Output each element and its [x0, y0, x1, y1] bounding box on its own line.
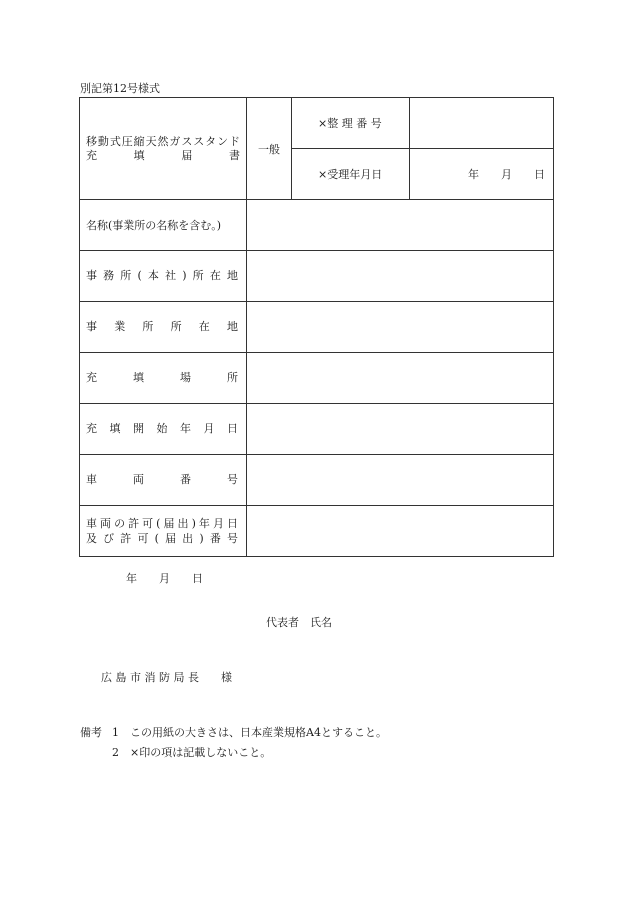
field-value-name[interactable] [247, 200, 554, 251]
notification-form-table [79, 97, 554, 557]
field-value-head-office[interactable] [247, 251, 554, 302]
field-value-site-address[interactable] [247, 302, 554, 353]
form-number: 別記第12号様式 [80, 82, 160, 95]
field-label-head-office: 事務所(本社)所在地 [80, 251, 247, 302]
field-value-start-date[interactable] [247, 404, 554, 455]
note-item: 1 この用紙の大きさは、日本産業規格A4とすること。 [112, 726, 387, 739]
form-title-line2: 充填届書 [86, 148, 240, 162]
field-label-start-date: 充填開始年月日 [80, 404, 247, 455]
submission-date: 年 月 日 [126, 572, 203, 585]
field-label-vehicle-number: 車両番号 [80, 455, 247, 506]
form-title-line1: 移動式圧縮天然ガススタンド [86, 134, 240, 148]
notes-heading: 備考 [80, 726, 102, 739]
field-value-vehicle-number[interactable] [247, 455, 554, 506]
field-value-vehicle-permit[interactable] [247, 506, 554, 557]
form-title [80, 98, 247, 200]
note-item: 2 ×印の項は記載しないこと。 [112, 746, 272, 759]
field-label-filling-place: 充填場所 [80, 353, 247, 404]
received-date-value[interactable]: 年 月 日 [410, 149, 554, 200]
field-label-site-address: 事業所所在地 [80, 302, 247, 353]
field-label-name: 名称(事業所の名称を含む。) [80, 200, 247, 251]
representative-name: 代表者 氏名 [266, 616, 332, 629]
field-value-filling-place[interactable] [247, 353, 554, 404]
ref-number-label: ×整 理 番 号 [292, 98, 410, 149]
addressee: 広 島 市 消 防 局 長 様 [101, 671, 232, 684]
category-cell: 一般 [247, 98, 292, 200]
received-date-label: ×受理年月日 [292, 149, 410, 200]
field-label-vehicle-permit: 車両の許可(届出)年月日 及び許可(届出)番号 [80, 506, 247, 557]
ref-number-value[interactable] [410, 98, 554, 149]
